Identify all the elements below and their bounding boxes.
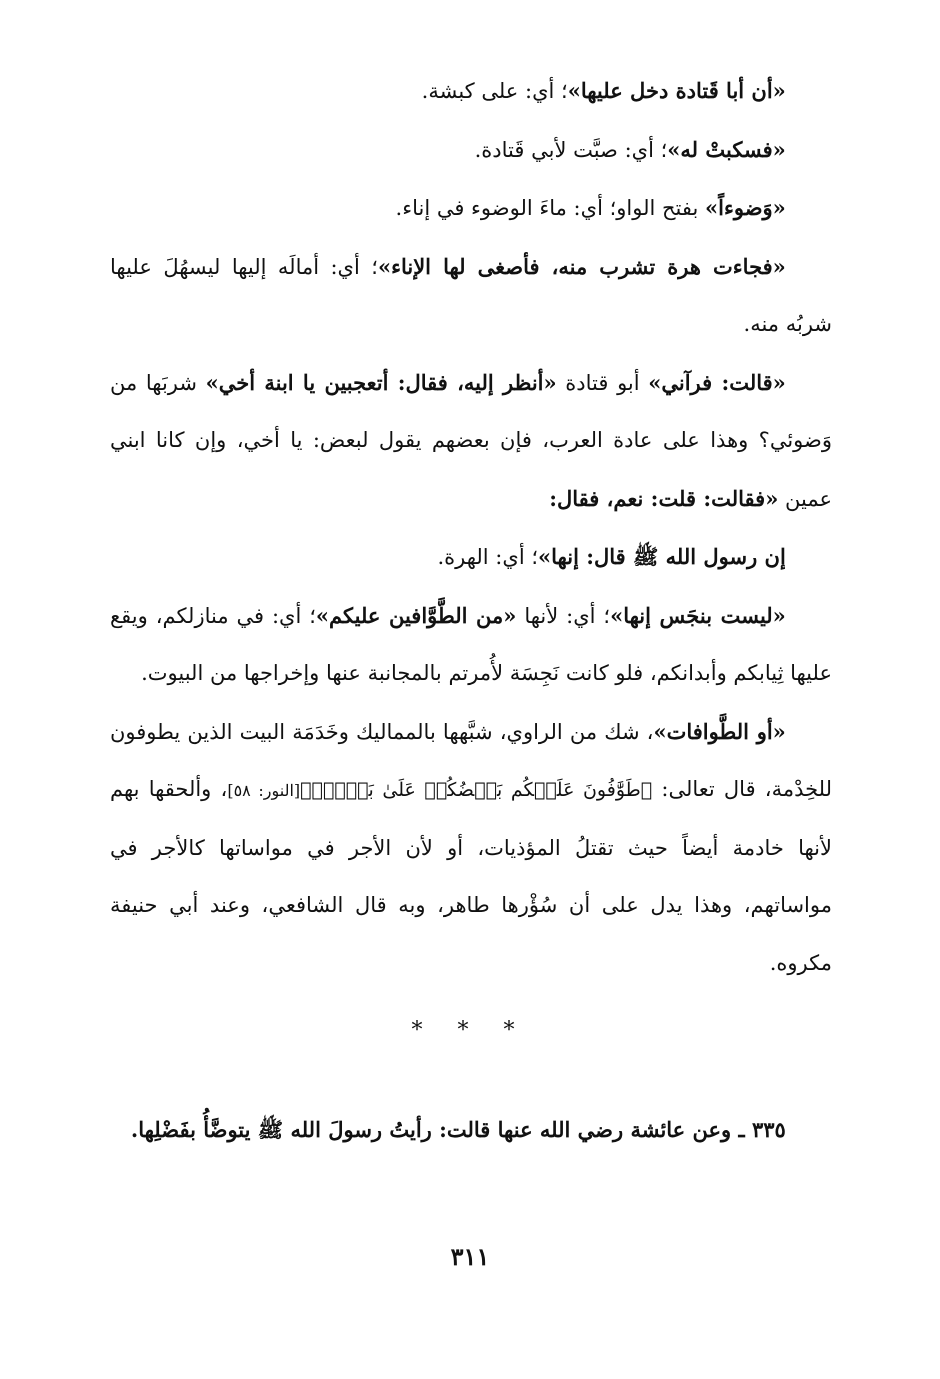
quoted-text: «من الطَّوَّافين عليكم» (315, 602, 517, 628)
paragraph (110, 528, 832, 587)
quoted-text: «ليست بنجَس إنها» (610, 602, 786, 628)
paragraph (110, 238, 832, 354)
explanation-text: ، شك من الراوي، شبَّهها بالمماليك وخَدَمَة البيت الذين يطوفون للخِدْمة، قال تعالى: (110, 719, 833, 801)
quoted-text: «فجاءت هرة تشرب منه، فأصغى لها الإناء» (377, 253, 786, 279)
verse-reference: [النور: ٥٨] (227, 781, 301, 800)
page-number: ٣١١ (450, 1242, 490, 1271)
paragraph (110, 121, 832, 180)
hadith-text (110, 1102, 832, 1158)
explanation-text: ؛ أي: صبَّت لأبي قَتادة. (474, 137, 668, 162)
explanation-text: بفتح الواو؛ أي: ماءَ الوضوء في إناء. (395, 196, 706, 220)
explanation-text: شربَها من وَضوئي؟ وهذا على عادة العرب، فإن بعضهم يقول لبعض: يا أخي، وإن كانا ابني عمين (110, 370, 832, 511)
paragraph (110, 1102, 832, 1158)
explanation-text: ؛ أي: على كبشة. (421, 79, 568, 103)
explanation-text: أبو قتادة (556, 370, 649, 395)
section-divider: * * * (411, 1018, 529, 1043)
explanation-text: ؛ أي: في منازلكم، ويقع عليها ثِيابكم وأبدانكم، فلو كانت نَجِسَة لأُمرتم بالمجانبة عنها وإخراجها من البيوت. (110, 603, 832, 685)
quoted-text: «وَضوءاً» (705, 195, 786, 220)
quoted-text: «أنظر إليه، فقال: أتعجبين يا ابنة أخي» (205, 369, 557, 395)
paragraph (110, 179, 832, 238)
paragraph (110, 354, 832, 529)
explanation-text: ، وألحقها بهم لأنها خادمة أيضاً حيث تقتلُ المؤذيات، أو لأن الأجر في مواساتها كالأجر في مواساتهم، وهذا يدل على أن سُؤْرها طاهر، وبه قال الشافعي، وعند أبي حنيفة مكروه. (110, 777, 832, 975)
quran-verse: ﴿طَوَّٰفُونَ عَلَيۡكُم بَعۡضُكُمۡ عَلَىٰ بَعۡضٖۚ﴾ (300, 779, 653, 801)
explanation-text: ؛ أي: لأنها (516, 603, 611, 628)
paragraph (110, 703, 832, 993)
explanation-text: ؛ أي: أمالَه إليها ليسهُلَ عليها شربُه منه. (110, 254, 832, 336)
quoted-text: ٣٣٥ ـ وعن عائشة رضي الله عنها قالت: رأيتُ رسولَ الله ﷺ يتوضَّأُ بفَضْلِها. (130, 1117, 786, 1142)
quoted-text: «قالت: فرآني» (648, 369, 786, 395)
paragraph (110, 587, 832, 703)
commentary-text (110, 62, 832, 992)
quoted-text: «فقالت: قلت: نعم، فقال: (549, 485, 779, 511)
quoted-text: «فسكبتْ له» (667, 136, 786, 162)
quoted-text: «أو الطَّوافات» (653, 718, 786, 744)
quoted-text: إن رسول الله ﷺ قال: إنها» (538, 544, 786, 569)
explanation-text: ؛ أي: الهرة. (437, 545, 539, 569)
quoted-text: «أن أبا قَتادة دخل عليها» (567, 78, 786, 103)
paragraph (110, 62, 832, 121)
